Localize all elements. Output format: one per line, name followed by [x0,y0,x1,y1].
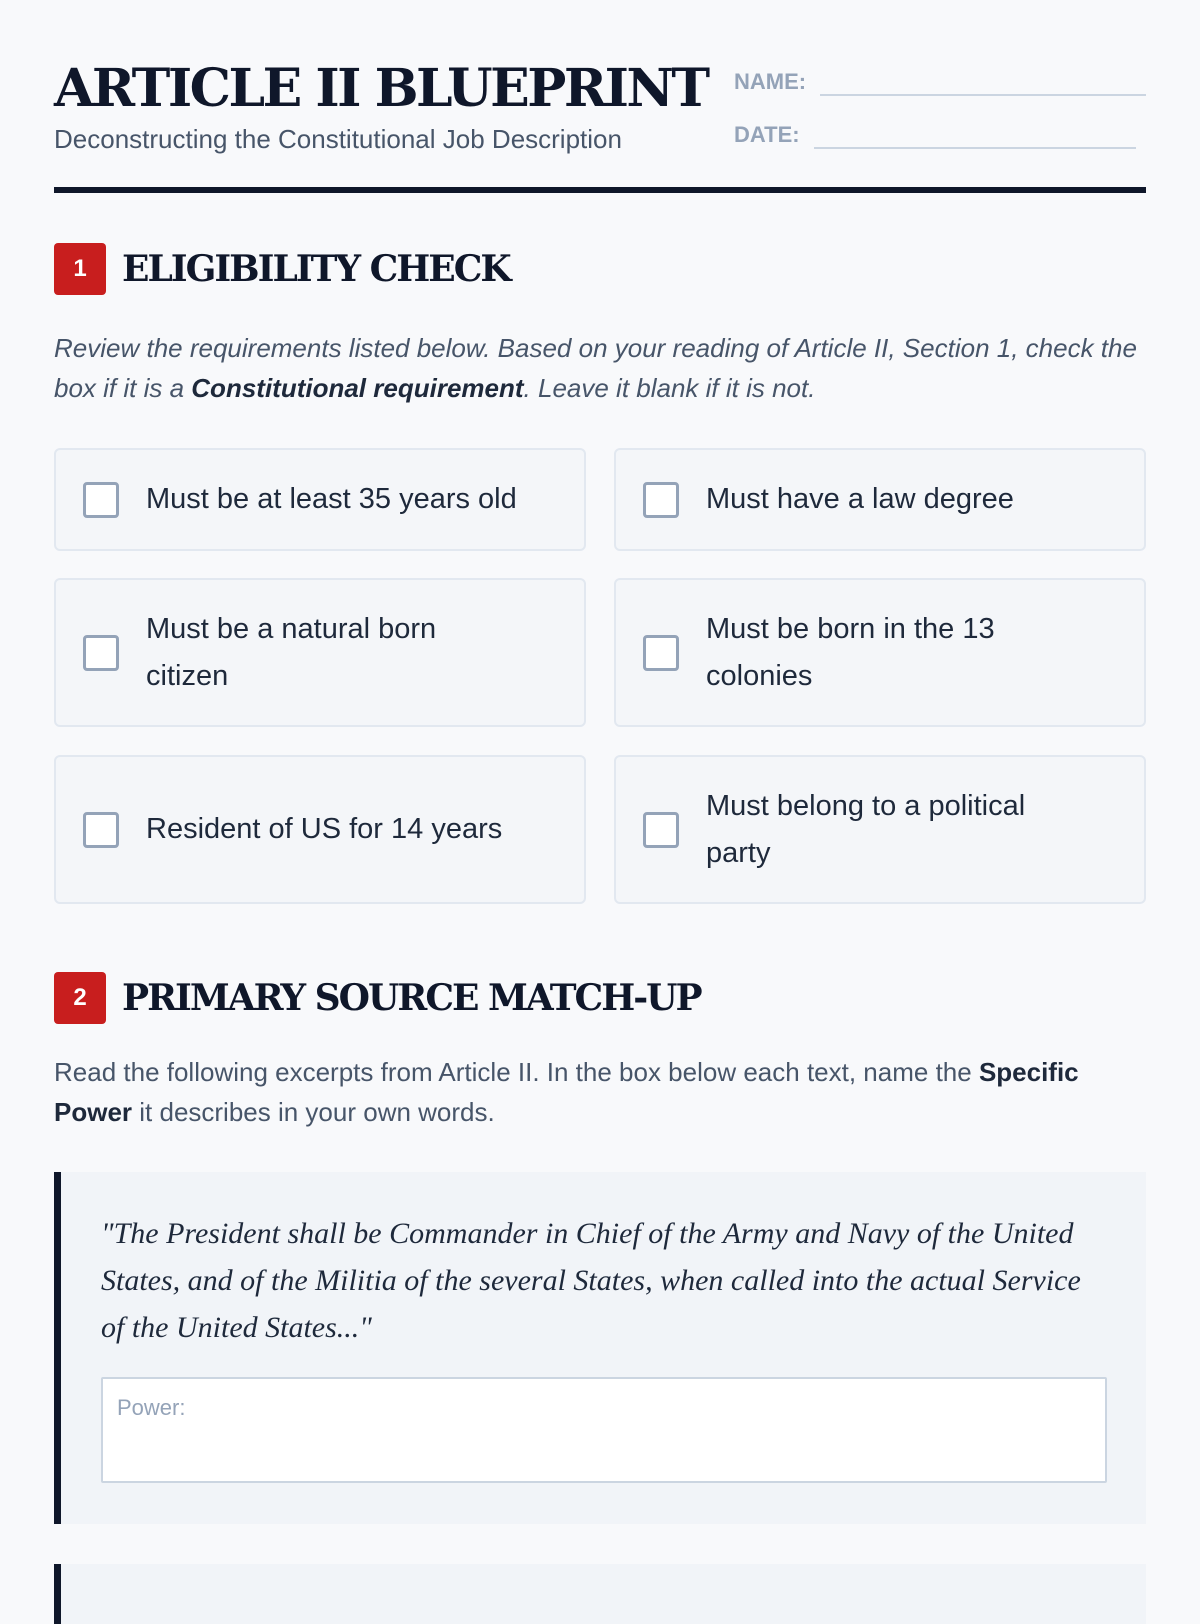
eligibility-option[interactable] [54,755,586,904]
eligibility-option[interactable] [614,448,1146,551]
name-label: NAME: [734,69,807,94]
primary-source-excerpt-next [54,1564,1146,1624]
header-divider [54,187,1146,193]
section-1-instructions-bold: Constitutional requirement [191,373,524,403]
section-2-title: PRIMARY SOURCE MATCH-UP [122,977,701,1019]
date-input-line[interactable] [814,117,1136,149]
worksheet-page [54,0,1146,1420]
worksheet-header [54,0,1146,195]
section-2-instructions-bold: Specific Power [54,1057,1079,1127]
checkbox[interactable] [643,482,679,518]
section-2-instructions [54,1052,1146,1132]
section-1-instructions-text-a: Review the requirements listed below. Based on your reading of Article II, Section 1, check the box if it is a [54,333,1137,403]
page-title: ARTICLE II BLUEPRINT [54,58,708,119]
section-1-header [54,243,510,295]
checkbox[interactable] [83,635,119,671]
excerpt-quote: "The President shall be Commander in Chief of the Army and Navy of the United States, and of the Militia of the several States, when called into the actual Service of the United States..." [101,1217,1081,1344]
power-answer-label: Power: [117,1395,186,1420]
checkbox[interactable] [643,812,679,848]
section-2-instructions-text-a: Read the following excerpts from Article II. In the box below each text, name the [54,1057,979,1087]
checkbox[interactable] [83,482,119,518]
page-subtitle: Deconstructing the Constitutional Job Description [54,124,622,154]
section-1-instructions [54,328,1146,408]
section-2-header [54,972,701,1024]
section-1-title: ELIGIBILITY CHECK [122,248,510,290]
eligibility-option-label: Must belong to a political party [706,789,1026,869]
eligibility-option-label: Must be a natural born citizen [146,612,437,692]
date-field [734,117,1136,149]
checkbox[interactable] [83,812,119,848]
primary-source-excerpt [54,1172,1146,1524]
section-2-number-badge: 2 [54,972,106,1024]
date-label: DATE: [734,122,800,147]
eligibility-option[interactable] [614,578,1146,727]
eligibility-option[interactable] [614,755,1146,904]
power-answer-box[interactable] [101,1377,1107,1483]
section-2-instructions-text-b: it describes in your own words. [132,1097,495,1127]
eligibility-option[interactable] [54,448,586,551]
checkbox[interactable] [643,635,679,671]
eligibility-option[interactable] [54,578,586,727]
section-1-number-badge: 1 [54,243,106,295]
eligibility-option-label: Resident of US for 14 years [146,813,503,845]
eligibility-option-label: Must have a law degree [706,483,1014,515]
name-input-line[interactable] [820,64,1146,96]
section-1-instructions-text-b: . Leave it blank if it is not. [523,373,816,403]
name-field [734,64,1146,96]
eligibility-option-label: Must be at least 35 years old [146,483,517,515]
eligibility-option-label: Must be born in the 13 colonies [706,612,995,692]
